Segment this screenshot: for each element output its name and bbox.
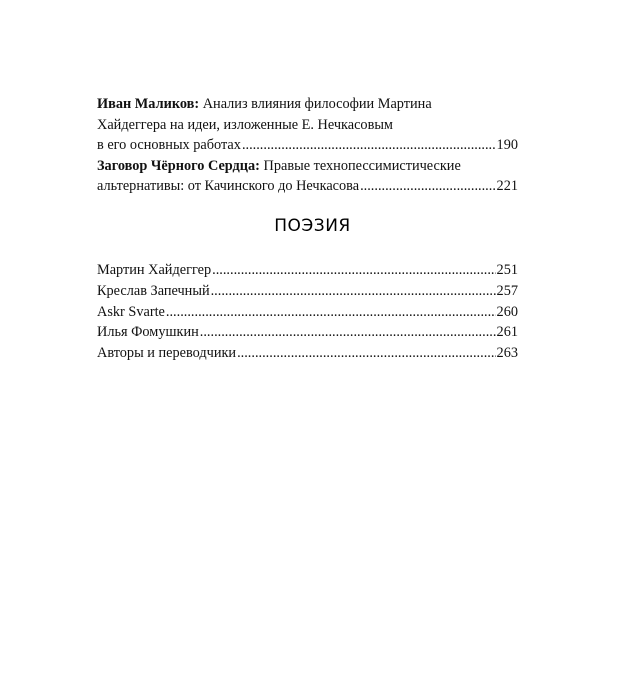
entry-title-continued: Хайдеггера на идеи, изложенные Е. Нечкасовым <box>97 116 393 133</box>
page-number: 251 <box>496 262 518 278</box>
entry-title-end: в его основных работах <box>97 137 241 153</box>
item-title: Креслав Запечный <box>97 282 210 299</box>
toc-entry-last-line[interactable] <box>97 176 518 197</box>
toc-item[interactable] <box>97 322 518 343</box>
page-number: 260 <box>496 303 518 320</box>
entry-author: Иван Маликов: <box>97 96 200 112</box>
dot-leader <box>212 260 495 281</box>
dot-leader <box>242 135 496 156</box>
item-title: Мартин Хайдеггер <box>97 262 212 278</box>
toc-poetry <box>97 260 518 364</box>
toc-entry-last-line[interactable] <box>97 135 518 156</box>
page-number: 263 <box>496 345 518 362</box>
section-heading-poetry: ПОЭЗИЯ <box>274 216 351 236</box>
toc-item[interactable] <box>97 343 518 364</box>
entry-title: Правые технопессимистические <box>259 157 461 174</box>
dot-leader <box>360 176 495 197</box>
page-number: 261 <box>496 324 518 341</box>
toc-essays <box>97 94 518 197</box>
dot-leader <box>237 343 495 364</box>
item-title: Илья Фомушкин <box>97 324 199 341</box>
toc-entry-first-line <box>97 94 518 115</box>
dot-leader <box>211 281 496 302</box>
item-title: Авторы и переводчики <box>97 345 237 362</box>
toc-item[interactable] <box>97 281 518 302</box>
dot-leader <box>200 322 496 343</box>
entry-title-end: альтернативы: от Качинского до Нечкасова <box>97 178 360 194</box>
page-number: 190 <box>496 137 518 153</box>
toc-item[interactable] <box>97 260 518 281</box>
dot-leader <box>166 302 496 323</box>
page-number: 221 <box>496 178 518 194</box>
entry-author: Заговор Чёрного Сердца: <box>97 157 260 174</box>
entry-title: Анализ влияния философии Мартина <box>199 96 432 112</box>
toc-entry <box>97 94 518 156</box>
toc-entry <box>97 156 518 197</box>
item-title: Askr Svarte <box>97 303 165 320</box>
toc-item[interactable] <box>97 302 518 323</box>
toc-entry-first-line <box>97 156 518 177</box>
page-number: 257 <box>496 282 518 299</box>
